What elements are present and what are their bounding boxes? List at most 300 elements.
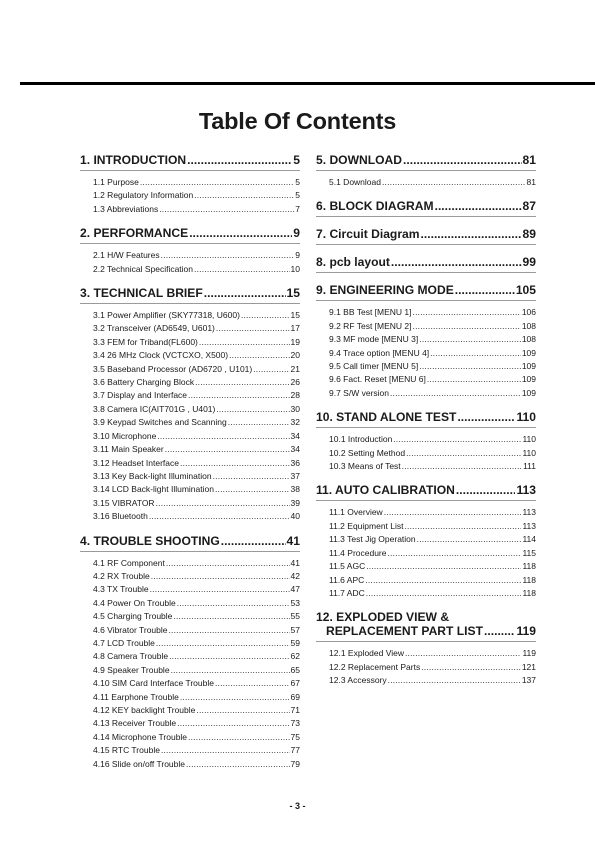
entry-label: 1.2 Regulatory Information <box>93 190 194 201</box>
entry-page: 71 <box>290 705 300 715</box>
dot-leader <box>216 322 290 335</box>
dot-leader <box>228 416 290 429</box>
entry-page: 28 <box>290 390 300 401</box>
entry-label: 3.4 26 MHz Clock (VCTCXO, X500) <box>93 350 229 361</box>
entry-page: 65 <box>290 664 300 675</box>
toc-entry[interactable] <box>93 583 300 596</box>
section-title-line2: REPLACEMENT PART LIST <box>326 624 483 639</box>
entry-page: 5 <box>295 177 300 187</box>
dot-leader <box>177 597 290 610</box>
toc-entry[interactable] <box>93 717 300 730</box>
entry-page: 79 <box>290 758 300 769</box>
entry-label: 3.13 Key Back-light Illumination <box>93 470 212 481</box>
toc-entry[interactable] <box>93 457 300 470</box>
toc-section <box>316 227 536 245</box>
section-heading[interactable] <box>316 283 536 301</box>
section-page: 81 <box>522 153 536 167</box>
section-heading[interactable] <box>316 199 536 217</box>
dot-leader <box>413 306 521 319</box>
entry-page: 41 <box>290 557 300 568</box>
dot-leader <box>406 447 521 460</box>
entry-label: 3.15 VIBRATOR <box>93 497 155 508</box>
dot-leader <box>166 557 290 570</box>
toc-entry[interactable] <box>93 624 300 637</box>
toc-entry[interactable] <box>329 176 536 189</box>
dot-leader <box>456 483 516 497</box>
section-title: 12. EXPLODED VIEW & <box>316 610 450 625</box>
entry-label: 2.1 H/W Features <box>93 250 160 261</box>
top-rule <box>20 82 595 85</box>
entry-label: 9.6 Fact. Reset [MENU 6] <box>329 374 426 385</box>
entry-page: 69 <box>290 691 300 702</box>
entry-label: 4.8 Camera Trouble <box>93 651 169 662</box>
entry-page: 67 <box>290 678 300 689</box>
toc-entry[interactable] <box>93 443 300 456</box>
toc-entry[interactable] <box>93 637 300 650</box>
toc-entry[interactable] <box>93 570 300 583</box>
dot-leader <box>413 320 521 333</box>
toc-section <box>316 410 536 473</box>
toc-entry[interactable] <box>93 483 300 496</box>
dot-leader <box>199 336 290 349</box>
toc-section <box>80 286 300 524</box>
dot-leader <box>149 510 290 523</box>
dot-leader <box>430 347 521 360</box>
entry-label: 3.6 Battery Charging Block <box>93 377 195 388</box>
entry-label: 11.7 ADC <box>329 587 365 598</box>
dot-leader <box>384 506 522 519</box>
toc-section <box>316 199 536 217</box>
dot-leader <box>215 677 290 690</box>
toc-entry[interactable] <box>93 704 300 717</box>
dot-leader <box>173 610 289 623</box>
entry-page: 36 <box>290 457 300 468</box>
toc-entry[interactable] <box>93 470 300 483</box>
toc-item-list <box>316 506 536 600</box>
entry-page: 30 <box>290 403 300 414</box>
dot-leader <box>196 704 289 717</box>
entry-page: 21 <box>290 363 300 374</box>
entry-page: 37 <box>290 470 300 481</box>
toc-entry[interactable] <box>329 647 536 660</box>
dot-leader <box>457 410 515 424</box>
dot-leader <box>151 570 290 583</box>
entry-page: 110 <box>522 434 536 445</box>
dot-leader <box>194 263 290 276</box>
toc-entry[interactable] <box>93 597 300 610</box>
entry-page: 34 <box>290 430 300 441</box>
entry-label: 4.6 Vibrator Trouble <box>93 624 168 635</box>
entry-label: 4.3 TX Trouble <box>93 584 149 595</box>
dot-leader <box>188 389 290 402</box>
entry-page: 118 <box>522 574 536 585</box>
toc-item-list <box>316 647 536 687</box>
entry-page: 40 <box>290 511 300 522</box>
toc-entry[interactable] <box>329 674 536 687</box>
dot-leader <box>169 624 290 637</box>
toc-entry[interactable] <box>93 389 300 402</box>
dot-leader <box>177 717 289 730</box>
entry-label: 3.8 Camera IC(AIT701G , U401) <box>93 403 216 414</box>
dot-leader <box>365 574 521 587</box>
entry-label: 11.5 AGC <box>329 561 366 572</box>
dot-leader <box>403 153 522 167</box>
toc-section <box>316 153 536 189</box>
entry-label: 10.3 Means of Test <box>329 461 401 472</box>
toc-entry[interactable] <box>93 557 300 570</box>
dot-leader <box>253 363 289 376</box>
dot-leader <box>366 587 522 600</box>
entry-label: 9.5 Call timer [MENU 5] <box>329 361 419 372</box>
dot-leader <box>391 255 522 269</box>
dot-leader <box>417 533 522 546</box>
entry-page: 77 <box>290 745 300 756</box>
entry-label: 11.6 APC <box>329 574 365 585</box>
section-heading[interactable] <box>80 226 300 244</box>
entry-label: 4.5 Charging Trouble <box>93 611 173 622</box>
entry-page: 55 <box>290 611 300 622</box>
entry-page: 115 <box>522 547 536 558</box>
entry-page: 19 <box>290 336 300 347</box>
entry-label: 3.10 Microphone <box>93 430 157 441</box>
toc-entry[interactable] <box>93 322 300 335</box>
dot-leader <box>419 333 521 346</box>
toc-entry[interactable] <box>93 510 300 523</box>
toc-entry[interactable] <box>329 306 536 319</box>
toc-entry[interactable] <box>329 373 536 386</box>
section-page: 15 <box>286 286 300 301</box>
section-heading[interactable] <box>80 153 300 171</box>
section-page: 5 <box>293 153 300 167</box>
section-title: 9. ENGINEERING MODE <box>316 283 454 298</box>
toc-entry[interactable] <box>93 309 300 322</box>
toc-entry[interactable] <box>93 176 300 189</box>
entry-label: 3.3 FEM for Triband(FL600) <box>93 336 198 347</box>
section-page: 113 <box>516 483 536 498</box>
toc-section <box>316 283 536 400</box>
section-heading[interactable] <box>316 227 536 245</box>
entry-page: 32 <box>290 417 300 428</box>
entry-label: 3.1 Power Amplifier (SKY77318, U600) <box>93 310 240 321</box>
entry-label: 9.2 RF Test [MENU 2] <box>329 320 412 331</box>
section-page: 110 <box>516 410 536 425</box>
section-page: 99 <box>522 255 536 270</box>
entry-label: 3.12 Headset Interface <box>93 457 180 468</box>
toc-item-list <box>80 557 300 772</box>
toc-item-list <box>316 176 536 189</box>
section-heading[interactable] <box>316 610 536 642</box>
section-page: 87 <box>522 199 536 214</box>
dot-leader <box>402 460 522 473</box>
entry-label: 9.1 BB Test [MENU 1] <box>329 307 412 318</box>
toc-entry[interactable] <box>93 263 300 276</box>
entry-label: 12.2 Replacement Parts <box>329 661 421 672</box>
dot-leader <box>204 286 286 300</box>
dot-leader <box>156 637 290 650</box>
entry-label: 2.2 Technical Specification <box>93 263 194 274</box>
entry-label: 3.14 LCD Back-light Illumination <box>93 484 214 495</box>
entry-page: 110 <box>522 447 536 458</box>
section-title: 7. Circuit Diagram <box>316 227 420 242</box>
toc-entry[interactable] <box>329 560 536 573</box>
toc-entry[interactable] <box>93 189 300 202</box>
section-title: 2. PERFORMANCE <box>80 226 189 241</box>
toc-entry[interactable] <box>93 249 300 262</box>
dot-leader <box>419 360 521 373</box>
section-title: 10. STAND ALONE TEST <box>316 410 457 425</box>
entry-page: 118 <box>522 561 536 572</box>
entry-label: 11.2 Equipment List <box>329 520 404 531</box>
entry-page: 137 <box>521 675 536 686</box>
section-page: 119 <box>516 624 536 639</box>
section-title: 11. AUTO CALIBRATION <box>316 483 455 498</box>
dot-leader <box>187 153 292 167</box>
toc-entry[interactable] <box>329 533 536 546</box>
entry-page: 10 <box>290 263 300 274</box>
entry-page: 5 <box>295 190 300 201</box>
entry-page: 118 <box>522 587 536 598</box>
toc-entry[interactable] <box>93 691 300 704</box>
entry-page: 73 <box>290 718 300 729</box>
entry-label: 3.2 Transceiver (AD6549, U601) <box>93 323 215 334</box>
toc-entry[interactable] <box>329 460 536 473</box>
dot-leader <box>388 547 522 560</box>
toc-entry[interactable] <box>93 664 300 677</box>
dot-leader <box>366 560 521 573</box>
entry-page: 26 <box>290 377 300 388</box>
dot-leader <box>188 731 290 744</box>
entry-page: 20 <box>290 350 300 361</box>
entry-page: 113 <box>522 520 536 531</box>
toc-item-list <box>80 176 300 216</box>
section-heading[interactable] <box>316 483 536 501</box>
entry-page: 108 <box>521 320 536 331</box>
entry-label: 1.3 Abbreviations <box>93 203 159 214</box>
toc-entry[interactable] <box>93 650 300 663</box>
dot-leader <box>171 664 290 677</box>
dot-leader <box>221 534 286 548</box>
toc-entry[interactable] <box>93 744 300 757</box>
toc-entry[interactable] <box>329 347 536 360</box>
toc-item-list <box>80 309 300 524</box>
entry-page: 114 <box>522 534 536 545</box>
toc-entry[interactable] <box>93 416 300 429</box>
entry-page: 62 <box>290 651 300 662</box>
section-page: 41 <box>286 533 300 548</box>
entry-page: 34 <box>290 444 300 455</box>
toc-entry[interactable] <box>329 320 536 333</box>
entry-page: 47 <box>290 584 300 595</box>
dot-leader <box>405 520 522 533</box>
entry-page: 59 <box>290 637 300 648</box>
dot-leader <box>161 744 290 757</box>
entry-page: 57 <box>290 624 300 635</box>
toc-entry[interactable] <box>329 447 536 460</box>
section-title: 3. TECHNICAL BRIEF <box>80 286 203 301</box>
entry-page: 106 <box>521 307 536 318</box>
toc-entry[interactable] <box>93 349 300 362</box>
entry-label: 9.7 S/W version <box>329 387 389 398</box>
toc-entry[interactable] <box>93 403 300 416</box>
entry-page: 108 <box>521 334 536 345</box>
section-title: 6. BLOCK DIAGRAM <box>316 199 434 214</box>
section-page: 105 <box>515 283 536 298</box>
toc-section <box>80 226 300 276</box>
toc-entry[interactable] <box>93 203 300 216</box>
dot-leader <box>189 226 292 240</box>
entry-label: 4.14 Microphone Trouble <box>93 731 188 742</box>
entry-page: 15 <box>290 310 300 321</box>
entry-page: 38 <box>290 484 300 495</box>
dot-leader <box>156 497 290 510</box>
dot-leader <box>216 403 289 416</box>
entry-label: 11.4 Procedure <box>329 547 387 558</box>
dot-leader <box>484 624 515 638</box>
section-heading[interactable] <box>80 534 300 552</box>
toc-item-list <box>316 433 536 473</box>
entry-label: 11.1 Overview <box>329 507 383 518</box>
entry-label: 12.3 Accessory <box>329 675 387 686</box>
toc-entry[interactable] <box>93 731 300 744</box>
section-title: 1. INTRODUCTION <box>80 153 187 167</box>
entry-label: 3.11 Main Speaker <box>93 444 164 455</box>
toc-item-list <box>316 306 536 400</box>
dot-leader <box>213 470 290 483</box>
toc-entry[interactable] <box>93 363 300 376</box>
entry-label: 3.9 Keypad Switches and Scanning <box>93 417 227 428</box>
section-heading[interactable] <box>316 410 536 428</box>
entry-page: 42 <box>290 570 300 581</box>
toc-entry[interactable] <box>93 376 300 389</box>
dot-leader <box>393 433 521 446</box>
entry-page: 39 <box>290 497 300 508</box>
entry-page: 119 <box>522 648 536 659</box>
toc-left-column <box>80 153 300 781</box>
entry-label: 4.15 RTC Trouble <box>93 745 160 756</box>
dot-leader <box>455 283 515 297</box>
entry-page: 17 <box>290 323 300 334</box>
section-title: 8. pcb layout <box>316 255 390 270</box>
entry-label: 1.1 Purpose <box>93 177 139 187</box>
dot-leader <box>150 583 290 596</box>
dot-leader <box>435 199 522 213</box>
toc-entry[interactable] <box>93 430 300 443</box>
toc-section <box>80 153 300 216</box>
entry-page: 113 <box>522 507 536 518</box>
entry-label: 12.1 Exploded View <box>329 648 404 659</box>
entry-page: 9 <box>295 250 300 261</box>
toc-entry[interactable] <box>329 333 536 346</box>
toc-entry[interactable] <box>329 520 536 533</box>
entry-page: 109 <box>521 387 536 398</box>
entry-label: 9.3 MF mode [MENU 3] <box>329 334 419 345</box>
toc-entry[interactable] <box>329 547 536 560</box>
dot-leader <box>421 227 522 241</box>
entry-page: 53 <box>290 597 300 608</box>
dot-leader <box>194 189 294 202</box>
dot-leader <box>229 349 289 362</box>
dot-leader <box>159 203 294 216</box>
toc-item-list <box>80 249 300 276</box>
toc-entry[interactable] <box>329 587 536 600</box>
dot-leader <box>215 483 290 496</box>
dot-leader <box>390 387 521 400</box>
toc-entry[interactable] <box>93 610 300 623</box>
dot-leader <box>421 661 521 674</box>
entry-label: 4.1 RF Component <box>93 557 165 568</box>
entry-page: 111 <box>523 461 536 472</box>
section-title: 5. DOWNLOAD <box>316 153 402 167</box>
entry-label: 4.13 Receiver Trouble <box>93 718 177 729</box>
entry-label: 4.7 LCD Trouble <box>93 637 155 648</box>
toc-entry[interactable] <box>329 433 536 446</box>
entry-label: 4.11 Earphone Trouble <box>93 691 179 702</box>
entry-page: 75 <box>290 731 300 742</box>
dot-leader <box>405 647 521 660</box>
dot-leader <box>388 674 521 687</box>
dot-leader <box>165 443 290 456</box>
dot-leader <box>157 430 289 443</box>
dot-leader <box>161 249 295 262</box>
toc-entry[interactable] <box>93 677 300 690</box>
entry-label: 4.2 RX Trouble <box>93 570 150 581</box>
toc-section <box>316 255 536 273</box>
page-title: Table Of Contents <box>198 108 397 134</box>
entry-label: 9.4 Trace option [MENU 4] <box>329 347 430 358</box>
entry-label: 4.4 Power On Trouble <box>93 597 176 608</box>
entry-page: 81 <box>526 177 536 187</box>
entry-page: 109 <box>521 361 536 372</box>
toc-entry[interactable] <box>329 387 536 400</box>
section-title: 4. TROUBLE SHOOTING <box>80 533 220 548</box>
section-title-line2-row <box>316 624 536 638</box>
entry-page: 109 <box>521 347 536 358</box>
toc-entry[interactable] <box>329 360 536 373</box>
entry-label: 10.1 Introduction <box>329 434 393 445</box>
toc-right-column <box>316 153 536 698</box>
toc-section <box>316 483 536 600</box>
dot-leader <box>186 758 290 771</box>
entry-label: 3.7 Display and Interface <box>93 390 188 401</box>
toc-entry[interactable] <box>329 661 536 674</box>
toc-entry[interactable] <box>93 758 300 771</box>
toc-entry[interactable] <box>93 497 300 510</box>
entry-label: 10.2 Setting Method <box>329 447 406 458</box>
toc-entry[interactable] <box>93 336 300 349</box>
section-heading[interactable] <box>316 153 536 171</box>
entry-page: 109 <box>521 374 536 385</box>
entry-label: 3.16 Bluetooth <box>93 511 148 522</box>
dot-leader <box>180 691 290 704</box>
section-page: 9 <box>293 226 300 241</box>
page-number: - 3 - <box>289 801 306 811</box>
toc-entry[interactable] <box>329 506 536 519</box>
section-page: 89 <box>522 227 536 242</box>
dot-leader <box>382 176 526 189</box>
entry-label: 5.1 Download <box>329 177 381 187</box>
entry-label: 4.16 Slide on/off Trouble <box>93 758 185 769</box>
dot-leader <box>169 650 289 663</box>
entry-label: 11.3 Test Jig Operation <box>329 534 416 545</box>
section-heading[interactable] <box>80 286 300 304</box>
section-heading[interactable] <box>316 255 536 273</box>
toc-entry[interactable] <box>329 574 536 587</box>
entry-label: 4.12 KEY backlight Trouble <box>93 705 196 715</box>
toc-section <box>80 534 300 772</box>
dot-leader <box>427 373 521 386</box>
dot-leader <box>241 309 290 322</box>
dot-leader <box>195 376 289 389</box>
